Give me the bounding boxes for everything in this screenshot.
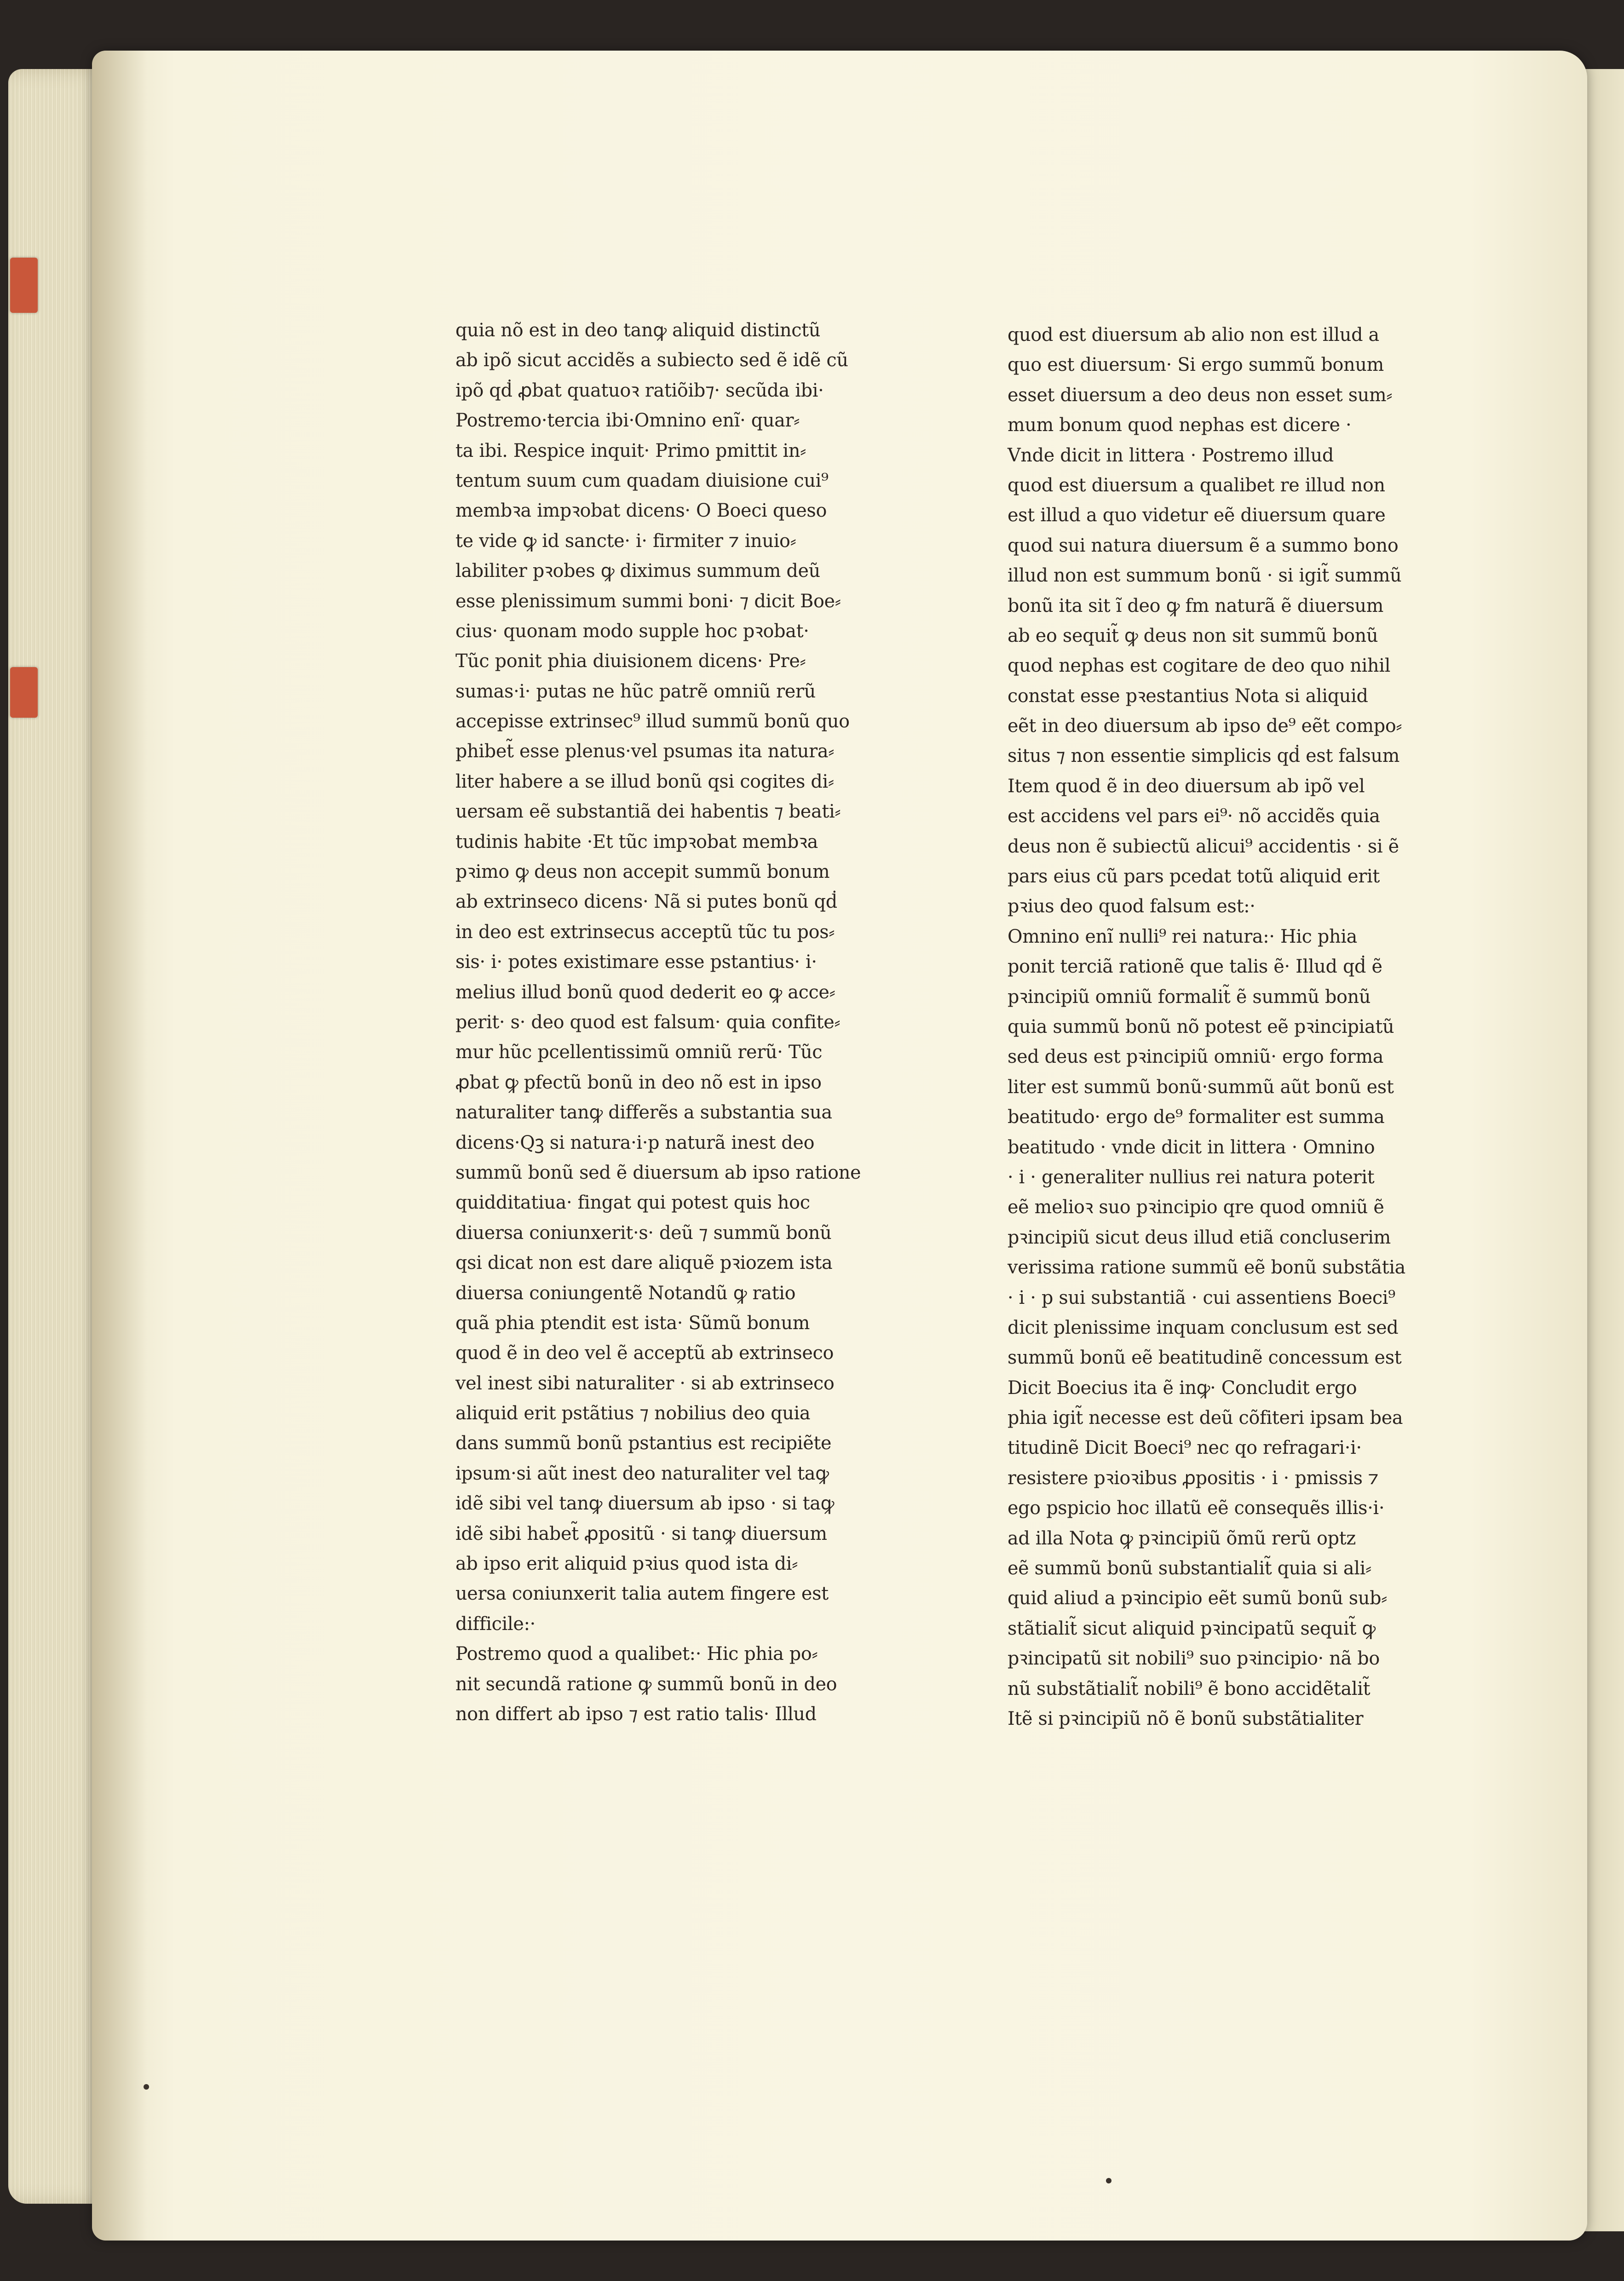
text-line: sed deus est pꝛincipiũ omniũ· ergo forma (1008, 1045, 1384, 1068)
text-line: dicit plenissime inquam conclusum est sed (1008, 1316, 1399, 1338)
bookmark-tab-lower (10, 667, 38, 718)
text-line: ab ipso erit aliquid pꝛius quod ista di⸗ (455, 1552, 798, 1575)
ink-speck (1106, 2178, 1111, 2183)
text-line: pꝛius deo quod falsum est:· (1008, 895, 1255, 917)
text-line: deus non ẽ subiectũ alicui⁹ accidentis · si ẽ (1008, 835, 1399, 857)
text-line: mur hũc pcellentissimũ omniũ rerũ· Tũc (455, 1041, 823, 1063)
ink-speck (144, 2084, 149, 2090)
text-line: cius· quonam modo supple hoc pꝛobat· (455, 619, 809, 642)
text-line: quod est diuersum ab alio non est illud a (1008, 323, 1379, 346)
text-line: te vide ꝙ id sancte· i· firmiter ⁊ inuio⸗ (455, 529, 796, 552)
text-line: dans summũ bonũ pstantius est recipiẽte (455, 1432, 832, 1454)
text-line: membꝛa impꝛobat dicens· O Boeci queso (455, 499, 827, 522)
text-line: est illud a quo videtur eẽ diuersum quare (1008, 504, 1386, 526)
text-line: uersam eẽ substantiã dei habentis ⁊ beati⸗ (455, 800, 841, 823)
text-line: Tũc ponit phia diuisionem dicens· Pre⸗ (455, 650, 806, 672)
text-line: phia igit̃ necesse est deũ cõfiteri ipsam bea (1008, 1406, 1403, 1429)
text-line: diuersa coniungentẽ Notandũ ꝙ ratio (455, 1281, 796, 1304)
gutter-shadow (92, 51, 147, 2241)
text-column-left (455, 315, 906, 1729)
text-line: accepisse extrinsec⁹ illud summũ bonũ quo (455, 710, 850, 732)
text-line: diuersa coniunxerit·s· deũ ⁊ summũ bonũ (455, 1221, 832, 1244)
text-line: uersa coniunxerit talia autem fingere est (455, 1582, 829, 1605)
text-line: Omnino enĩ nulli⁹ rei natura:· Hic phia (1008, 925, 1358, 947)
text-column-right (1008, 320, 1458, 1734)
text-line: verissima ratione summũ eẽ bonũ substãtia (1008, 1256, 1405, 1279)
text-line: quod nephas est cogitare de deo quo nihil (1008, 654, 1391, 677)
text-line: Vnde dicit in littera · Postremo illud (1008, 444, 1334, 466)
text-line: aliquid erit pstãtius ⁊ nobilius deo quia (455, 1402, 811, 1424)
text-line: beatitudo · vnde dicit in littera · Omnino (1008, 1135, 1375, 1158)
page-edges-left (8, 69, 105, 2204)
text-line: quod est diuersum a qualibet re illud non (1008, 473, 1385, 496)
text-line: pꝛincipiũ omniũ formalit̃ ẽ summũ bonũ (1008, 985, 1371, 1008)
text-line: quã phia ptendit est ista· Sũmũ bonum (455, 1311, 810, 1334)
text-line: ipsum·si aũt inest deo naturaliter vel taꝙ (455, 1462, 829, 1484)
text-line: pars eius cũ pars pcedat totũ aliquid erit (1008, 865, 1380, 887)
text-line: idẽ sibi habet̃ ꝓpositũ · si tanꝙ diuersum (455, 1522, 827, 1544)
text-line: tudinis habite ·Et tũc impꝛobat membꝛa (455, 830, 818, 852)
text-line: in deo est extrinsecus acceptũ tũc tu pos⸗ (455, 920, 835, 943)
text-line: esse plenissimum summi boni· ⁊ dicit Boe⸗ (455, 589, 841, 612)
text-line: ego pspicio hoc illatũ eẽ consequẽs illis·i· (1008, 1497, 1385, 1519)
text-line: mum bonum quod nephas est dicere · (1008, 414, 1352, 436)
text-line: liter habere a se illud bonũ qsi cogites di⸗ (455, 770, 834, 792)
text-line: pꝛincipiũ sicut deus illud etiã concluserim (1008, 1226, 1391, 1248)
text-line: situs ⁊ non essentie simplicis qḋ est falsum (1008, 744, 1400, 767)
text-line: ta ibi. Respice inquit· Primo pmittit in⸗ (455, 439, 806, 461)
text-line: ab ipõ sicut accidẽs a subiecto sed ẽ idẽ cũ (455, 349, 848, 371)
text-line: quo est diuersum· Si ergo summũ bonum (1008, 353, 1384, 376)
text-line: qsi dicat non est dare aliquẽ pꝛiozem ista (455, 1251, 833, 1274)
text-line: eẽ melioꝛ suo pꝛincipio qre quod omniũ ẽ (1008, 1196, 1384, 1218)
text-line: · i · p sui substantiã · cui assentiens Boeci⁹ (1008, 1286, 1395, 1308)
text-line: vel inest sibi naturaliter · si ab extrinseco (455, 1371, 835, 1394)
text-line: difficile:· (455, 1612, 536, 1635)
text-line: bonũ ita sit ĩ deo ꝙ fm naturã ẽ diuersum (1008, 594, 1384, 616)
text-line: melius illud bonũ quod dederit eo ꝙ acce⸗ (455, 980, 835, 1003)
text-line: ad illa Nota ꝙ pꝛincipiũ õmũ rerũ optz (1008, 1526, 1356, 1549)
text-line: naturaliter tanꝙ differẽs a substantia sua (455, 1101, 832, 1123)
text-line: Item quod ẽ in deo diuersum ab ipõ vel (1008, 774, 1365, 797)
text-line: ponit terciã rationẽ que talis ẽ· Illud qḋ ẽ (1008, 955, 1382, 978)
text-line: titudinẽ Dicit Boeci⁹ nec qo refragari·i· (1008, 1436, 1362, 1459)
text-line: constat esse pꝛestantius Nota si aliquid (1008, 684, 1368, 707)
text-line: sis· i· potes existimare esse pstantius· i· (455, 950, 817, 973)
text-line: ipõ qḋ ꝓbat quatuoꝛ ratiõib⁊· secũda ibi· (455, 379, 824, 401)
text-line: pꝛimo ꝙ deus non accepit summũ bonum (455, 860, 830, 883)
text-line: summũ bonũ sed ẽ diuersum ab ipso ratione (455, 1161, 861, 1183)
text-line: resistere pꝛioꝛibus ꝓpositis · i · pmissis ⁊ (1008, 1466, 1379, 1489)
text-line: beatitudo· ergo de⁹ formaliter est summa (1008, 1106, 1385, 1128)
text-line: illud non est summum bonũ · si igit̃ summũ (1008, 564, 1402, 587)
text-line: sumas·i· putas ne hũc patrẽ omniũ rerũ (455, 680, 816, 702)
text-line: idẽ sibi vel tanꝙ diuersum ab ipso · si taꝙ (455, 1492, 835, 1515)
text-line: esset diuersum a deo deus non esset sum⸗ (1008, 383, 1393, 406)
text-line: quidditatiua· fingat qui potest quis hoc (455, 1191, 810, 1214)
text-line: labiliter pꝛobes ꝙ diximus summum deũ (455, 559, 820, 582)
text-line: quod sui natura diuersum ẽ a summo bono (1008, 534, 1399, 556)
text-line: Postremo quod a qualibet:· Hic phia po⸗ (455, 1642, 818, 1665)
text-line: · i · generaliter nullius rei natura poterit (1008, 1165, 1375, 1188)
text-line: est accidens vel pars ei⁹· nõ accidẽs quia (1008, 805, 1380, 827)
text-line: nit secundã ratione ꝙ summũ bonũ in deo (455, 1672, 837, 1695)
text-line: Postremo·tercia ibi·Omnino enĩ· quar⸗ (455, 409, 800, 432)
bookmark-tab-upper (10, 258, 38, 313)
text-line: ab extrinseco dicens· Nã si putes bonũ qḋ (455, 890, 837, 913)
text-line: eẽt in deo diuersum ab ipso de⁹ eẽt compo⸗ (1008, 714, 1402, 737)
text-line: Itẽ si pꝛincipiũ nõ ẽ bonũ substãtialiter (1008, 1707, 1364, 1729)
text-line: perit· s· deo quod est falsum· quia confite⸗ (455, 1010, 841, 1033)
text-line: ꝓbat ꝙ pfectũ bonũ in deo nõ est in ipso (455, 1071, 822, 1093)
text-line: ab eo sequit̃ ꝙ deus non sit summũ bonũ (1008, 624, 1378, 646)
text-line: quia summũ bonũ nõ potest eẽ pꝛincipiatũ (1008, 1015, 1394, 1037)
text-line: eẽ summũ bonũ substantialit̃ quia si ali⸗ (1008, 1557, 1371, 1579)
text-line: quid aliud a pꝛincipio eẽt sumũ bonũ sub⸗ (1008, 1587, 1388, 1609)
text-line: dicens·Qꝫ si natura·i·p naturã inest deo (455, 1131, 815, 1153)
text-line: pꝛincipatũ sit nobili⁹ suo pꝛincipio· nã bo (1008, 1647, 1380, 1670)
text-line: liter est summũ bonũ·summũ aũt bonũ est (1008, 1075, 1394, 1098)
text-line: summũ bonũ eẽ beatitudinẽ concessum est (1008, 1346, 1402, 1369)
text-line: non differt ab ipso ⁊ est ratio talis· Illud (455, 1702, 817, 1725)
text-line: Dicit Boecius ita ẽ inꝙ· Concludit ergo (1008, 1376, 1357, 1399)
text-line: quod ẽ in deo vel ẽ acceptũ ab extrinseco (455, 1342, 834, 1364)
text-line: nũ substãtialit̃ nobili⁹ ẽ bono accidẽtalit̃ (1008, 1677, 1371, 1699)
text-line: quia nõ est in deo tanꝙ aliquid distinctũ (455, 319, 821, 341)
text-line: stãtialit̃ sicut aliquid pꝛincipatũ sequit̃ ꝙ (1008, 1617, 1376, 1639)
text-line: phibet̃ esse plenus·vel psumas ita natura⸗ (455, 740, 835, 762)
text-line: tentum suum cum quadam diuisione cui⁹ (455, 469, 829, 491)
